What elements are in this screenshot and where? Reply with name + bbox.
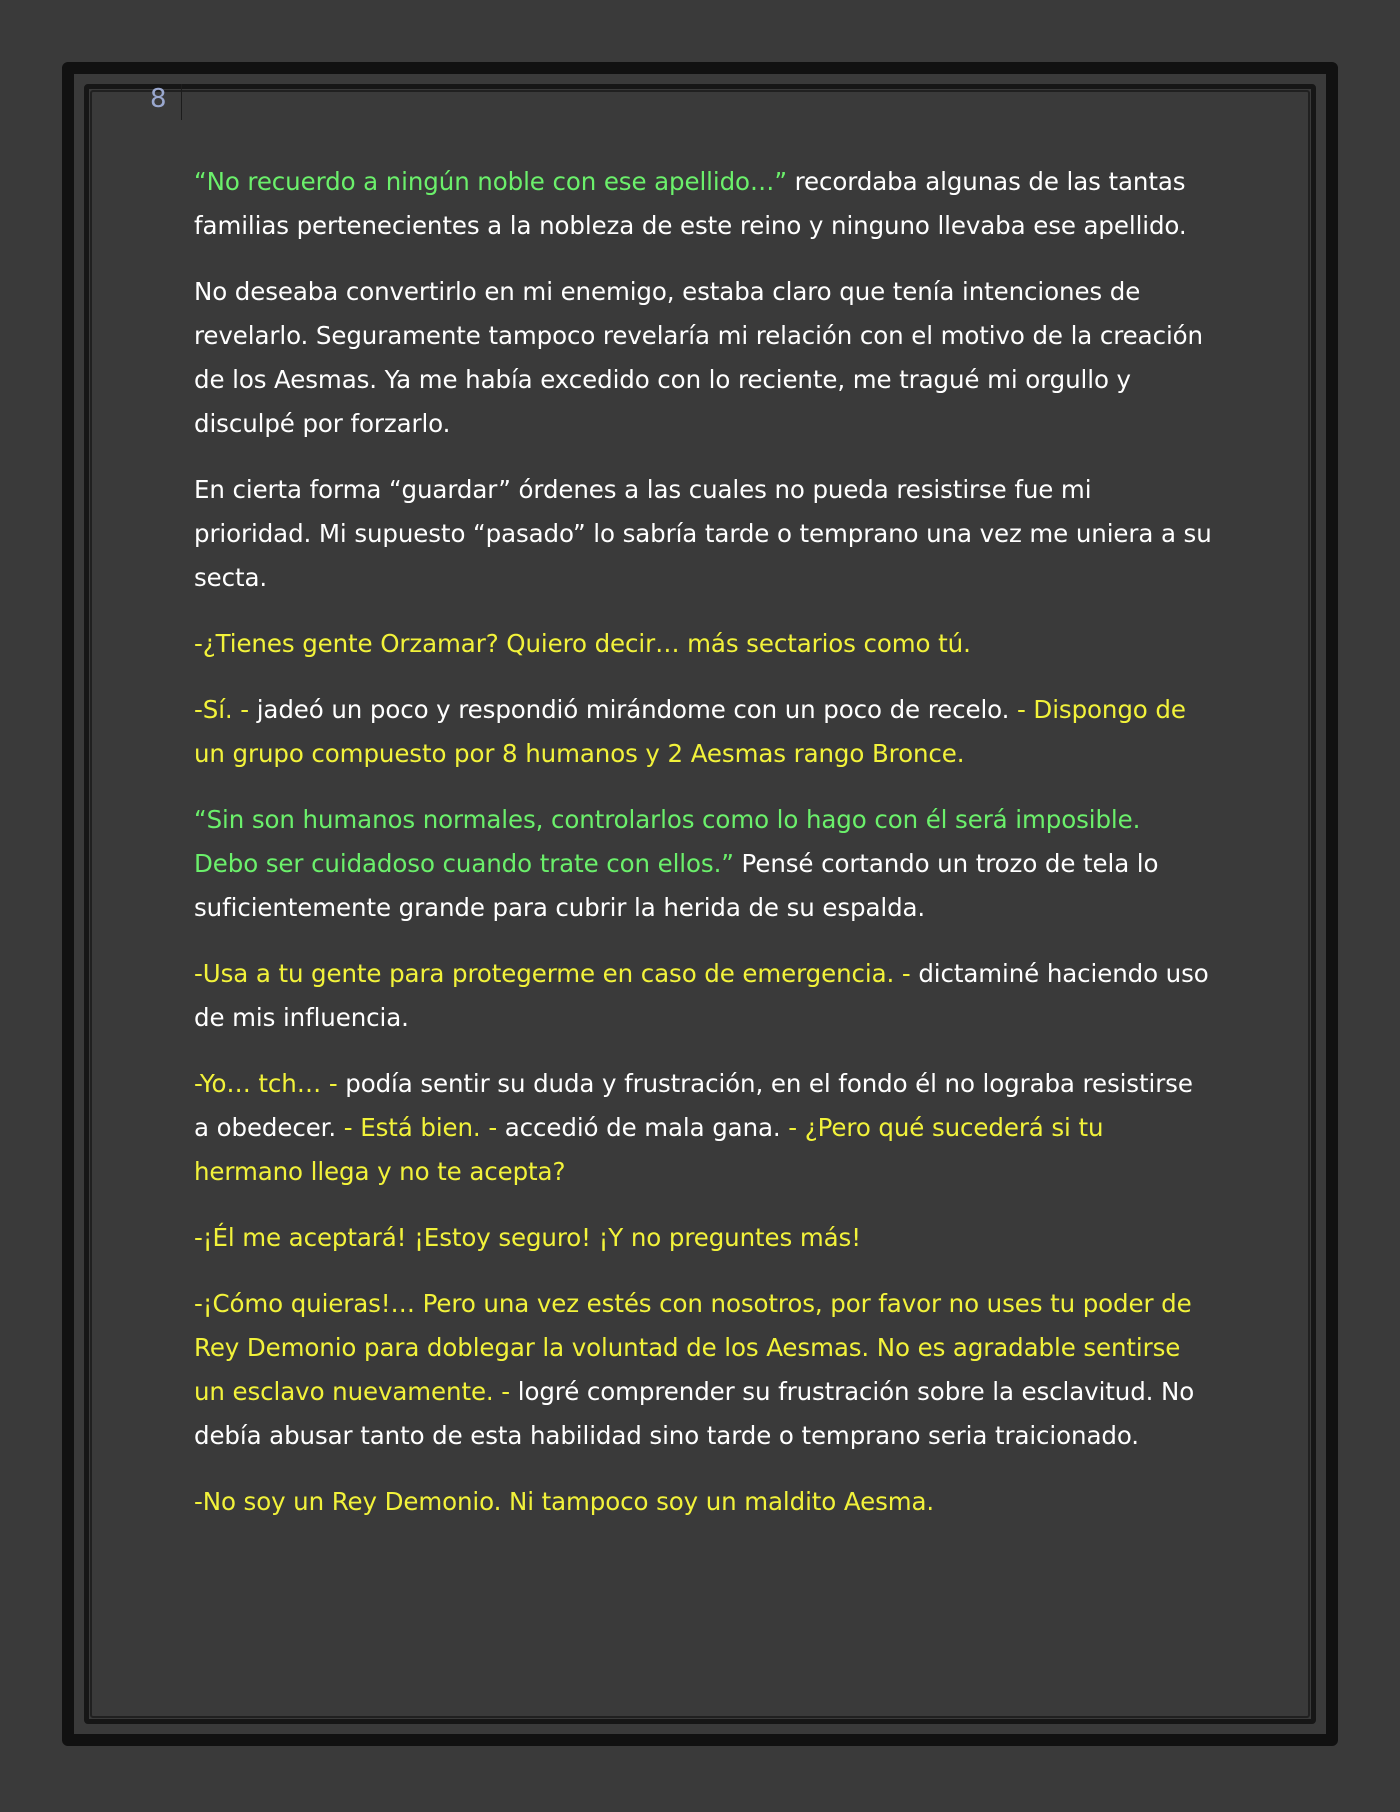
- paragraph: [194, 270, 1212, 446]
- paragraph: [194, 688, 1212, 776]
- narration-text: jadeó un poco y respondió mirándome con un poco de recelo.: [249, 695, 1017, 724]
- dialogue-text: - ¿Pero qué sucederá si tu hermano llega y no te acepta?: [194, 1113, 1104, 1186]
- dialogue-text: -¡Cómo quieras!… Pero una vez estés con nosotros, por favor no uses tu poder de Rey Demonio para doblegar la voluntad de los Aesmas. No es agradable sentirse un esclavo nuevamente. -: [194, 1289, 1192, 1406]
- thought-text: “Sin son humanos normales, controlarlos como lo hago con él será imposible. Debo ser cuidadoso cuando trate con ellos.”: [194, 805, 1141, 878]
- paragraph: [194, 1062, 1212, 1194]
- dialogue-text: - Está bien. -: [343, 1113, 498, 1142]
- narration-text: dictaminé haciendo uso de mis influencia.: [194, 959, 1209, 1032]
- dialogue-text: -¡Él me aceptará! ¡Estoy seguro! ¡Y no preguntes más!: [194, 1223, 861, 1252]
- narration-text: En cierta forma “guardar” órdenes a las cuales no pueda resistirse fue mi prioridad. Mi supuesto “pasado” lo sabría tarde o temprano una vez me uniera a su secta.: [194, 475, 1212, 592]
- paragraph: [194, 1480, 1212, 1524]
- paragraph: [194, 468, 1212, 600]
- dialogue-text: -No soy un Rey Demonio. Ni tampoco soy un maldito Aesma.: [194, 1487, 935, 1516]
- page-number: 8: [150, 84, 167, 114]
- dialogue-text: - Dispongo de un grupo compuesto por 8 humanos y 2 Aesmas rango Bronce.: [194, 695, 1186, 768]
- paragraph: [194, 798, 1212, 930]
- narration-text: Pensé cortando un trozo de tela lo suficientemente grande para cubrir la herida de su espalda.: [194, 849, 1159, 922]
- paragraph: [194, 622, 1212, 666]
- page-number-divider: [181, 84, 182, 120]
- narration-text: No deseaba convertirlo en mi enemigo, estaba claro que tenía intenciones de revelarlo. Seguramente tampoco revelaría mi relación con el motivo de la creación de los Aesmas. Ya me había excedido con lo reciente, me tragué mi orgullo y disculpé por forzarlo.: [194, 277, 1203, 438]
- dialogue-text: -¿Tienes gente Orzamar? Quiero decir… más sectarios como tú.: [194, 629, 971, 658]
- paragraph: [194, 952, 1212, 1040]
- dialogue-text: -Sí. -: [194, 695, 250, 724]
- thought-text: “No recuerdo a ningún noble con ese apellido…”: [194, 167, 787, 196]
- paragraph: [194, 1282, 1212, 1458]
- narration-text: accedió de mala gana.: [497, 1113, 789, 1142]
- narration-text: recordaba algunas de las tantas familias pertenecientes a la nobleza de este reino y ninguno llevaba ese apellido.: [194, 167, 1187, 240]
- paragraph: [194, 160, 1212, 248]
- page-text: [194, 160, 1212, 1546]
- dialogue-text: -Usa a tu gente para protegerme en caso de emergencia. -: [194, 959, 911, 988]
- narration-text: logré comprender su frustración sobre la esclavitud. No debía abusar tanto de esta habilidad sino tarde o temprano seria traicionado.: [194, 1377, 1195, 1450]
- dialogue-text: -Yo… tch… -: [194, 1069, 338, 1098]
- narration-text: podía sentir su duda y frustración, en el fondo él no lograba resistirse a obedecer.: [194, 1069, 1193, 1142]
- paragraph: [194, 1216, 1212, 1260]
